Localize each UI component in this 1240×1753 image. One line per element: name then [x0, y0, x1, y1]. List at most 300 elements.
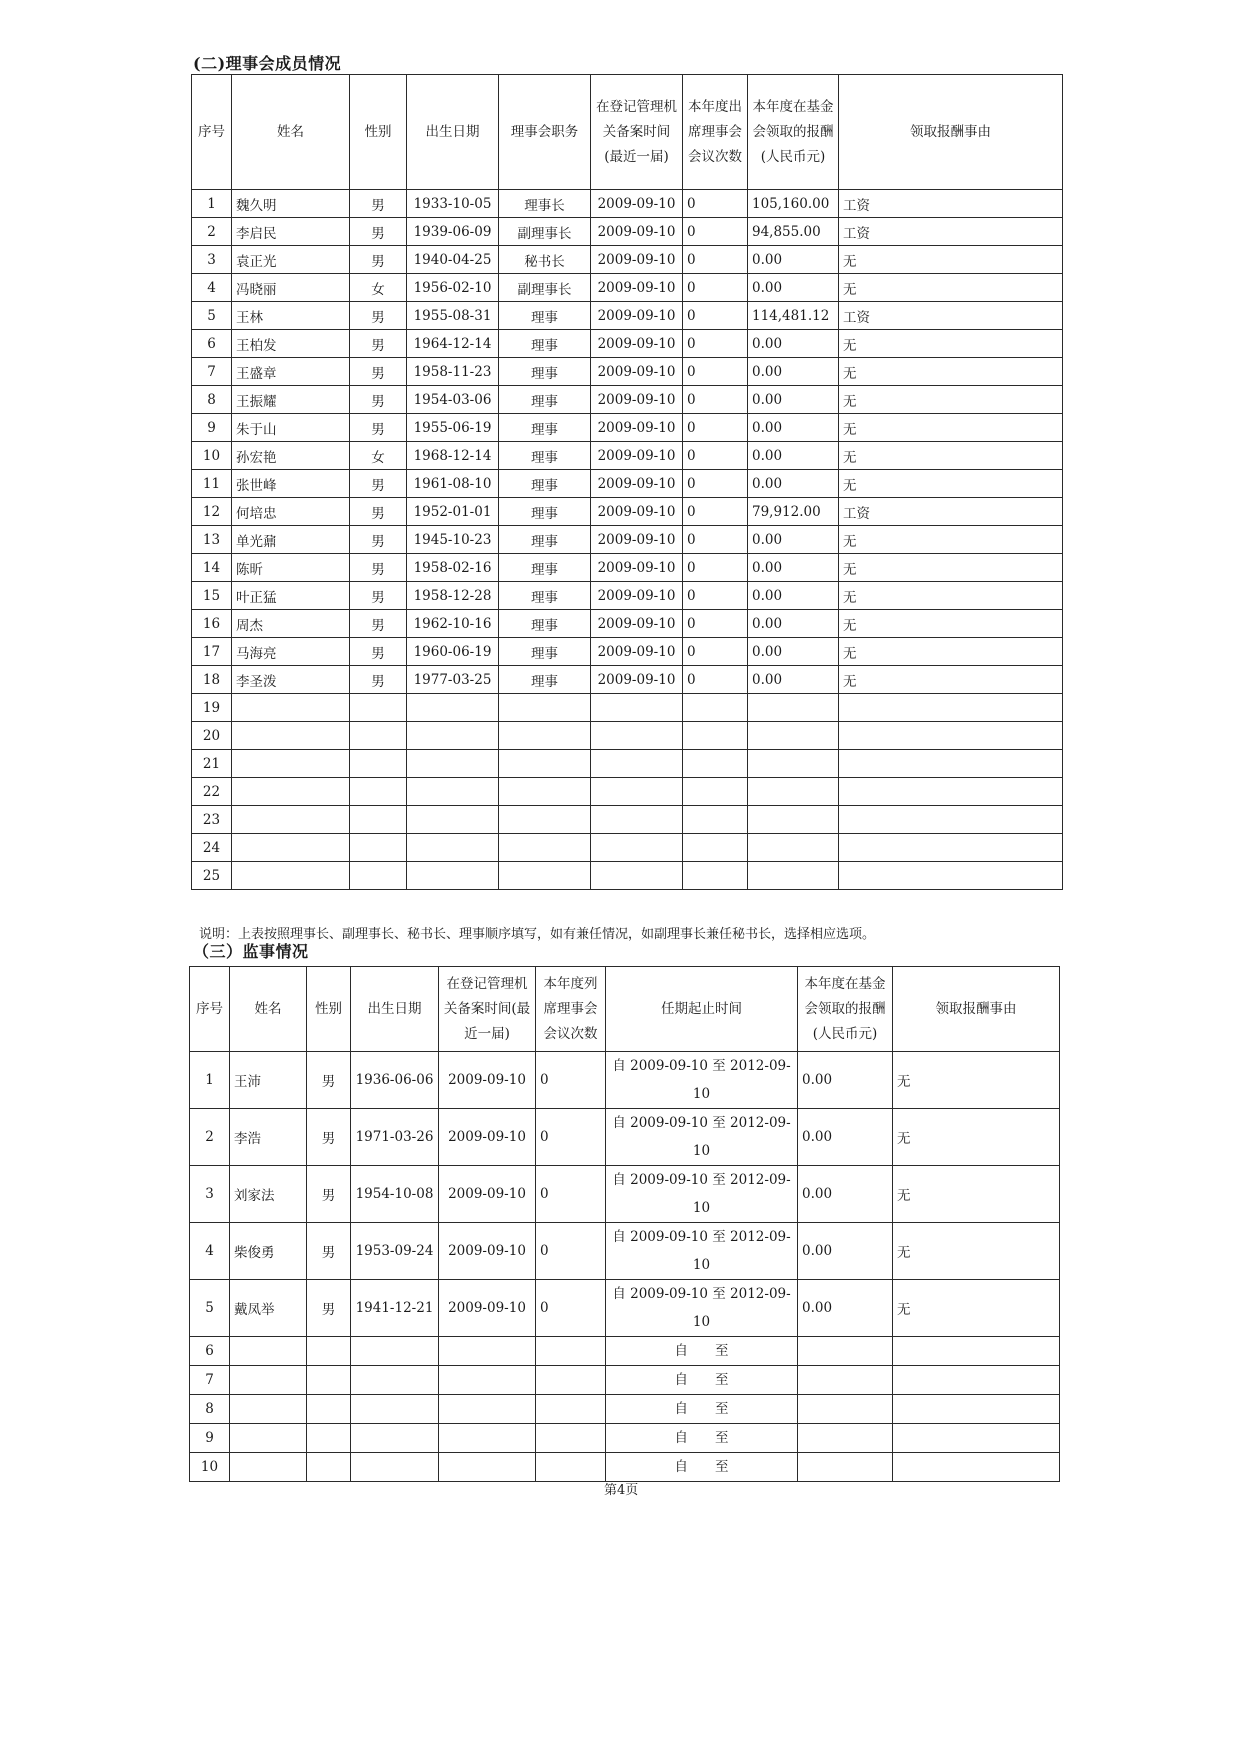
table-cell: 23 — [192, 806, 232, 834]
table-cell: 94,855.00 — [748, 218, 839, 246]
table-cell: 工资 — [839, 302, 1063, 330]
table-cell: 10 — [192, 442, 232, 470]
table-cell — [232, 722, 350, 750]
table-row — [192, 246, 1063, 274]
table-cell — [499, 750, 591, 778]
table-cell: 理事 — [499, 358, 591, 386]
table-row — [190, 1453, 1060, 1482]
table-row — [192, 526, 1063, 554]
table-cell — [230, 1366, 307, 1395]
table-cell: 女 — [350, 274, 407, 302]
table-cell — [591, 862, 683, 890]
table-cell: 2009-09-10 — [591, 554, 683, 582]
table-cell: 2 — [192, 218, 232, 246]
term-period-cell: 自 至 — [606, 1395, 798, 1424]
table-cell: 2009-09-10 — [591, 358, 683, 386]
table-cell: 18 — [192, 666, 232, 694]
table-cell: 0.00 — [798, 1052, 893, 1109]
table-cell — [748, 778, 839, 806]
term-period-cell: 自 至 — [606, 1337, 798, 1366]
table-cell: 男 — [350, 330, 407, 358]
table-cell: 魏久明 — [232, 190, 350, 218]
table-cell: 1955-06-19 — [407, 414, 499, 442]
table-cell: 理事 — [499, 526, 591, 554]
table-cell: 袁正光 — [232, 246, 350, 274]
table-cell — [748, 834, 839, 862]
table-cell: 0 — [683, 638, 748, 666]
table-row — [192, 470, 1063, 498]
table-cell — [307, 1337, 351, 1366]
table-cell: 0.00 — [748, 386, 839, 414]
table-cell: 0.00 — [748, 638, 839, 666]
table-cell: 男 — [350, 218, 407, 246]
table-cell: 1954-03-06 — [407, 386, 499, 414]
table-cell — [499, 778, 591, 806]
header-cell: 本年度在基金会领取的报酬(人民币元) — [798, 967, 893, 1052]
table-cell: 0.00 — [748, 470, 839, 498]
table-cell: 0 — [683, 330, 748, 358]
table-cell: 0 — [536, 1052, 606, 1109]
table-cell: 无 — [839, 666, 1063, 694]
table-cell — [350, 834, 407, 862]
table-cell: 13 — [192, 526, 232, 554]
table-row — [192, 302, 1063, 330]
table-cell: 9 — [190, 1424, 230, 1453]
header-cell: 出生日期 — [351, 967, 439, 1052]
table-cell — [307, 1395, 351, 1424]
table-cell — [748, 806, 839, 834]
table-row — [192, 442, 1063, 470]
table-row — [192, 694, 1063, 722]
table-cell: 2009-09-10 — [439, 1166, 536, 1223]
table-cell: 0.00 — [798, 1223, 893, 1280]
table-cell — [232, 806, 350, 834]
table-cell — [351, 1453, 439, 1482]
header-cell: 领取报酬事由 — [893, 967, 1060, 1052]
table-cell: 19 — [192, 694, 232, 722]
table-cell — [839, 862, 1063, 890]
table-row — [192, 666, 1063, 694]
table-cell: 男 — [350, 246, 407, 274]
table-row — [190, 1109, 1060, 1166]
table-row — [192, 330, 1063, 358]
table-cell: 李浩 — [230, 1109, 307, 1166]
header-cell: 姓名 — [232, 75, 350, 190]
table-cell: 79,912.00 — [748, 498, 839, 526]
table-cell — [439, 1424, 536, 1453]
table-cell — [536, 1337, 606, 1366]
table-cell: 6 — [192, 330, 232, 358]
table-cell: 戴凤举 — [230, 1280, 307, 1337]
table-cell: 理事长 — [499, 190, 591, 218]
table-cell — [839, 806, 1063, 834]
table-cell: 1941-12-21 — [351, 1280, 439, 1337]
header-cell: 领取报酬事由 — [839, 75, 1063, 190]
table-cell — [536, 1453, 606, 1482]
table-cell: 0.00 — [748, 442, 839, 470]
table-cell: 理事 — [499, 414, 591, 442]
table-cell: 2009-09-10 — [591, 470, 683, 498]
table-cell — [230, 1453, 307, 1482]
table-cell — [798, 1453, 893, 1482]
table-row — [192, 218, 1063, 246]
table-cell: 理事 — [499, 638, 591, 666]
table-cell: 0 — [536, 1280, 606, 1337]
table-row — [192, 498, 1063, 526]
board-table-body — [192, 190, 1063, 890]
table-cell: 叶正猛 — [232, 582, 350, 610]
term-period-cell: 自 2009-09-10 至 2012-09-10 — [606, 1052, 798, 1109]
table-cell: 理事 — [499, 610, 591, 638]
table-cell — [307, 1424, 351, 1453]
table-cell — [839, 778, 1063, 806]
table-cell — [230, 1424, 307, 1453]
table-cell — [798, 1395, 893, 1424]
table-cell: 1954-10-08 — [351, 1166, 439, 1223]
table-cell — [591, 750, 683, 778]
table-cell: 男 — [307, 1166, 351, 1223]
term-period-cell: 自 2009-09-10 至 2012-09-10 — [606, 1280, 798, 1337]
table-cell: 2009-09-10 — [591, 582, 683, 610]
table-cell — [798, 1366, 893, 1395]
table-cell: 0 — [683, 666, 748, 694]
table-row — [192, 610, 1063, 638]
table-cell: 1964-12-14 — [407, 330, 499, 358]
table-cell: 2009-09-10 — [591, 302, 683, 330]
supervisors-header-row — [190, 967, 1060, 1052]
table-cell — [232, 694, 350, 722]
table-cell: 无 — [839, 246, 1063, 274]
table-cell: 男 — [350, 666, 407, 694]
header-cell: 本年度出席理事会会议次数 — [683, 75, 748, 190]
table-cell: 0 — [683, 190, 748, 218]
table-cell: 孙宏艳 — [232, 442, 350, 470]
table-cell: 2009-09-10 — [439, 1223, 536, 1280]
table-cell: 0 — [536, 1223, 606, 1280]
table-cell: 1958-02-16 — [407, 554, 499, 582]
supervisors-table — [189, 966, 1060, 1482]
table-cell: 0 — [683, 274, 748, 302]
table-cell — [683, 834, 748, 862]
table-row — [192, 638, 1063, 666]
table-cell: 王振耀 — [232, 386, 350, 414]
table-cell: 副理事长 — [499, 218, 591, 246]
table-cell — [439, 1395, 536, 1424]
table-cell — [893, 1424, 1060, 1453]
table-cell: 副理事长 — [499, 274, 591, 302]
table-cell — [748, 722, 839, 750]
table-cell — [350, 722, 407, 750]
table-cell: 0.00 — [748, 246, 839, 274]
table-cell: 男 — [350, 414, 407, 442]
table-row — [190, 1223, 1060, 1280]
header-cell: 出生日期 — [407, 75, 499, 190]
table-cell — [407, 778, 499, 806]
table-cell: 男 — [307, 1109, 351, 1166]
table-cell: 李启民 — [232, 218, 350, 246]
section-title-supervisors: （三）监事情况 — [193, 942, 309, 961]
table-row — [192, 722, 1063, 750]
table-cell — [439, 1337, 536, 1366]
table-cell — [350, 778, 407, 806]
table-cell: 105,160.00 — [748, 190, 839, 218]
table-cell: 8 — [192, 386, 232, 414]
table-cell: 0.00 — [748, 274, 839, 302]
table-cell — [350, 806, 407, 834]
table-cell: 0.00 — [748, 666, 839, 694]
table-cell — [839, 722, 1063, 750]
table-cell: 男 — [350, 302, 407, 330]
header-cell: 本年度列席理事会会议次数 — [536, 967, 606, 1052]
table-cell: 无 — [839, 610, 1063, 638]
table-cell — [439, 1453, 536, 1482]
table-cell — [407, 834, 499, 862]
table-cell: 2009-09-10 — [591, 274, 683, 302]
table-cell: 0 — [683, 470, 748, 498]
table-cell — [536, 1424, 606, 1453]
table-cell: 0 — [683, 218, 748, 246]
table-cell: 1958-12-28 — [407, 582, 499, 610]
table-cell — [683, 722, 748, 750]
table-cell — [591, 806, 683, 834]
table-cell — [499, 694, 591, 722]
table-cell: 7 — [192, 358, 232, 386]
table-cell: 无 — [839, 358, 1063, 386]
table-cell: 7 — [190, 1366, 230, 1395]
table-row — [192, 554, 1063, 582]
table-cell: 0.00 — [748, 358, 839, 386]
table-cell: 无 — [839, 554, 1063, 582]
table-cell — [591, 722, 683, 750]
table-cell: 1961-08-10 — [407, 470, 499, 498]
table-cell: 刘家法 — [230, 1166, 307, 1223]
table-cell: 14 — [192, 554, 232, 582]
table-cell: 17 — [192, 638, 232, 666]
table-cell — [683, 750, 748, 778]
table-cell: 2009-09-10 — [591, 330, 683, 358]
term-period-cell: 自 2009-09-10 至 2012-09-10 — [606, 1223, 798, 1280]
header-cell: 姓名 — [230, 967, 307, 1052]
table-cell — [499, 722, 591, 750]
table-cell: 理事 — [499, 302, 591, 330]
table-cell: 工资 — [839, 190, 1063, 218]
table-cell: 0 — [536, 1109, 606, 1166]
table-cell: 理事 — [499, 498, 591, 526]
table-cell — [893, 1453, 1060, 1482]
table-cell: 无 — [839, 638, 1063, 666]
table-cell: 2009-09-10 — [591, 610, 683, 638]
table-cell: 2009-09-10 — [591, 190, 683, 218]
table-row — [190, 1166, 1060, 1223]
table-cell — [591, 694, 683, 722]
table-cell — [407, 722, 499, 750]
table-cell: 王柏发 — [232, 330, 350, 358]
table-row — [192, 358, 1063, 386]
table-cell: 秘书长 — [499, 246, 591, 274]
table-cell: 无 — [893, 1052, 1060, 1109]
table-cell — [683, 806, 748, 834]
table-cell: 工资 — [839, 218, 1063, 246]
table-cell: 1955-08-31 — [407, 302, 499, 330]
table-cell — [350, 694, 407, 722]
table-row — [192, 190, 1063, 218]
table-cell: 单光鼐 — [232, 526, 350, 554]
table-cell — [351, 1395, 439, 1424]
table-cell: 1945-10-23 — [407, 526, 499, 554]
header-cell: 性别 — [307, 967, 351, 1052]
table-cell: 0.00 — [798, 1109, 893, 1166]
table-cell: 0.00 — [748, 554, 839, 582]
table-cell: 男 — [350, 190, 407, 218]
header-cell: 在登记管理机关备案时间(最近一届) — [439, 967, 536, 1052]
table-cell — [499, 834, 591, 862]
table-cell: 0 — [683, 302, 748, 330]
table-row — [192, 414, 1063, 442]
table-cell: 1936-06-06 — [351, 1052, 439, 1109]
table-cell: 理事 — [499, 470, 591, 498]
table-cell: 陈昕 — [232, 554, 350, 582]
table-cell — [893, 1395, 1060, 1424]
table-cell — [499, 862, 591, 890]
table-cell: 2009-09-10 — [591, 442, 683, 470]
table-cell — [798, 1337, 893, 1366]
table-cell: 3 — [192, 246, 232, 274]
table-row — [190, 1052, 1060, 1109]
table-cell: 男 — [350, 358, 407, 386]
table-cell: 理事 — [499, 554, 591, 582]
table-cell: 男 — [350, 498, 407, 526]
table-cell — [350, 862, 407, 890]
table-cell: 无 — [839, 386, 1063, 414]
table-row — [192, 806, 1063, 834]
table-cell: 25 — [192, 862, 232, 890]
table-cell: 0 — [683, 358, 748, 386]
table-cell: 理事 — [499, 666, 591, 694]
table-cell: 理事 — [499, 330, 591, 358]
table-cell: 1952-01-01 — [407, 498, 499, 526]
table-cell: 6 — [190, 1337, 230, 1366]
table-cell: 王沛 — [230, 1052, 307, 1109]
table-cell: 男 — [350, 638, 407, 666]
table-cell — [839, 750, 1063, 778]
table-cell: 冯晓丽 — [232, 274, 350, 302]
table-row — [192, 862, 1063, 890]
table-cell: 4 — [192, 274, 232, 302]
table-cell — [351, 1424, 439, 1453]
table-cell — [232, 778, 350, 806]
table-cell: 2009-09-10 — [591, 498, 683, 526]
table-cell — [839, 834, 1063, 862]
table-cell: 0.00 — [748, 414, 839, 442]
table-cell: 男 — [307, 1223, 351, 1280]
table-cell: 1960-06-19 — [407, 638, 499, 666]
table-cell: 3 — [190, 1166, 230, 1223]
table-cell: 22 — [192, 778, 232, 806]
table-cell: 20 — [192, 722, 232, 750]
table-cell: 114,481.12 — [748, 302, 839, 330]
table-row — [192, 750, 1063, 778]
table-row — [192, 834, 1063, 862]
table-cell: 马海亮 — [232, 638, 350, 666]
table-cell: 21 — [192, 750, 232, 778]
table-cell: 0.00 — [748, 610, 839, 638]
table-cell — [893, 1366, 1060, 1395]
table-cell: 理事 — [499, 386, 591, 414]
table-cell: 男 — [307, 1280, 351, 1337]
table-cell: 11 — [192, 470, 232, 498]
table-cell: 男 — [350, 554, 407, 582]
table-cell: 2009-09-10 — [439, 1109, 536, 1166]
table-cell — [350, 750, 407, 778]
table-cell — [683, 778, 748, 806]
table-cell: 2 — [190, 1109, 230, 1166]
table-cell: 8 — [190, 1395, 230, 1424]
header-cell: 性别 — [350, 75, 407, 190]
table-cell: 24 — [192, 834, 232, 862]
table-cell: 10 — [190, 1453, 230, 1482]
table-cell: 李圣泼 — [232, 666, 350, 694]
table-cell: 无 — [893, 1280, 1060, 1337]
table-cell: 2009-09-10 — [439, 1052, 536, 1109]
header-cell: 序号 — [190, 967, 230, 1052]
table-cell: 2009-09-10 — [591, 218, 683, 246]
table-cell: 0 — [683, 526, 748, 554]
table-cell: 无 — [839, 330, 1063, 358]
table-row — [192, 274, 1063, 302]
table-cell: 1962-10-16 — [407, 610, 499, 638]
table-cell — [798, 1424, 893, 1453]
term-period-cell: 自 2009-09-10 至 2012-09-10 — [606, 1109, 798, 1166]
table-cell: 1 — [192, 190, 232, 218]
table-cell: 0 — [536, 1166, 606, 1223]
table-cell: 无 — [893, 1223, 1060, 1280]
table-cell: 0 — [683, 610, 748, 638]
table-cell: 无 — [893, 1166, 1060, 1223]
table-row — [190, 1337, 1060, 1366]
table-cell: 5 — [190, 1280, 230, 1337]
table-cell: 男 — [350, 610, 407, 638]
table-cell: 女 — [350, 442, 407, 470]
table-cell: 周杰 — [232, 610, 350, 638]
table-cell: 0.00 — [748, 526, 839, 554]
term-period-cell: 自 至 — [606, 1366, 798, 1395]
table-cell — [232, 834, 350, 862]
table-cell: 1 — [190, 1052, 230, 1109]
table-cell: 0.00 — [798, 1166, 893, 1223]
header-cell: 理事会职务 — [499, 75, 591, 190]
table-cell: 9 — [192, 414, 232, 442]
table-cell — [307, 1366, 351, 1395]
term-period-cell: 自 至 — [606, 1424, 798, 1453]
table-cell — [232, 750, 350, 778]
table-cell: 2009-09-10 — [591, 638, 683, 666]
term-period-cell: 自 至 — [606, 1453, 798, 1482]
table-cell — [748, 862, 839, 890]
table-cell: 无 — [839, 274, 1063, 302]
table-cell: 无 — [839, 414, 1063, 442]
table-row — [190, 1366, 1060, 1395]
table-cell: 1940-04-25 — [407, 246, 499, 274]
table-cell: 无 — [893, 1109, 1060, 1166]
table-cell: 1953-09-24 — [351, 1223, 439, 1280]
table-row — [192, 778, 1063, 806]
table-cell: 王盛章 — [232, 358, 350, 386]
table-cell: 王林 — [232, 302, 350, 330]
table-cell — [351, 1337, 439, 1366]
table-cell — [407, 806, 499, 834]
table-cell: 2009-09-10 — [591, 246, 683, 274]
table-cell: 0 — [683, 414, 748, 442]
